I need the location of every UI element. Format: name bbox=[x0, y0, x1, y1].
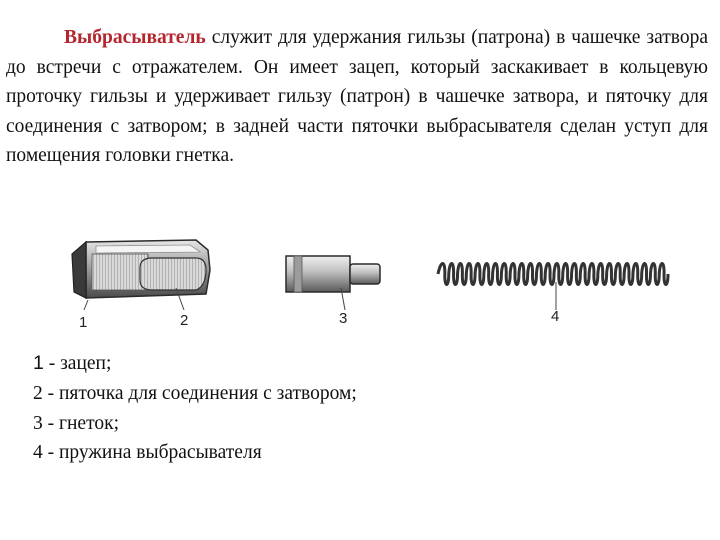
legend-item-2 bbox=[33, 379, 357, 409]
legend-text: - зацеп; bbox=[43, 353, 112, 374]
legend-number: 3 bbox=[33, 412, 43, 434]
spring-part bbox=[438, 264, 668, 311]
callout-4: 4 bbox=[551, 308, 560, 325]
legend bbox=[33, 349, 357, 468]
callout-2: 2 bbox=[180, 312, 189, 329]
leader-1 bbox=[84, 300, 88, 310]
legend-item-4 bbox=[33, 438, 357, 468]
parts-illustration bbox=[0, 222, 720, 342]
callout-3: 3 bbox=[339, 310, 348, 327]
legend-number: 4 bbox=[33, 442, 43, 464]
legend-number: 2 bbox=[33, 382, 43, 404]
plunger-part bbox=[286, 256, 380, 310]
description-paragraph bbox=[6, 23, 708, 171]
legend-text: - пяточка для соединения с затвором; bbox=[42, 382, 357, 404]
extractor-part bbox=[72, 240, 210, 310]
legend-number: 1 bbox=[33, 352, 44, 374]
legend-item-3 bbox=[33, 409, 357, 439]
legend-text: - гнеток; bbox=[42, 412, 119, 434]
term-extractor: Выбрасыватель bbox=[64, 27, 206, 48]
legend-text: - пружина выбрасывателя bbox=[42, 442, 262, 464]
callout-1: 1 bbox=[79, 314, 88, 331]
legend-item-1 bbox=[33, 349, 357, 379]
parts-figure bbox=[0, 222, 720, 342]
description-text: служит для удержания гильзы (патрона) в чашечке затвора до встречи с отражателем. Он имеет зацеп, который заскакивает в кольцевую проточку гильзы и удерживает гильзу (патрон) в чашечке затвора, и пяточку для соединения с затвором; в задней части пяточки выбрасывателя сделан уступ для помещения головки гнетка. bbox=[6, 27, 708, 167]
